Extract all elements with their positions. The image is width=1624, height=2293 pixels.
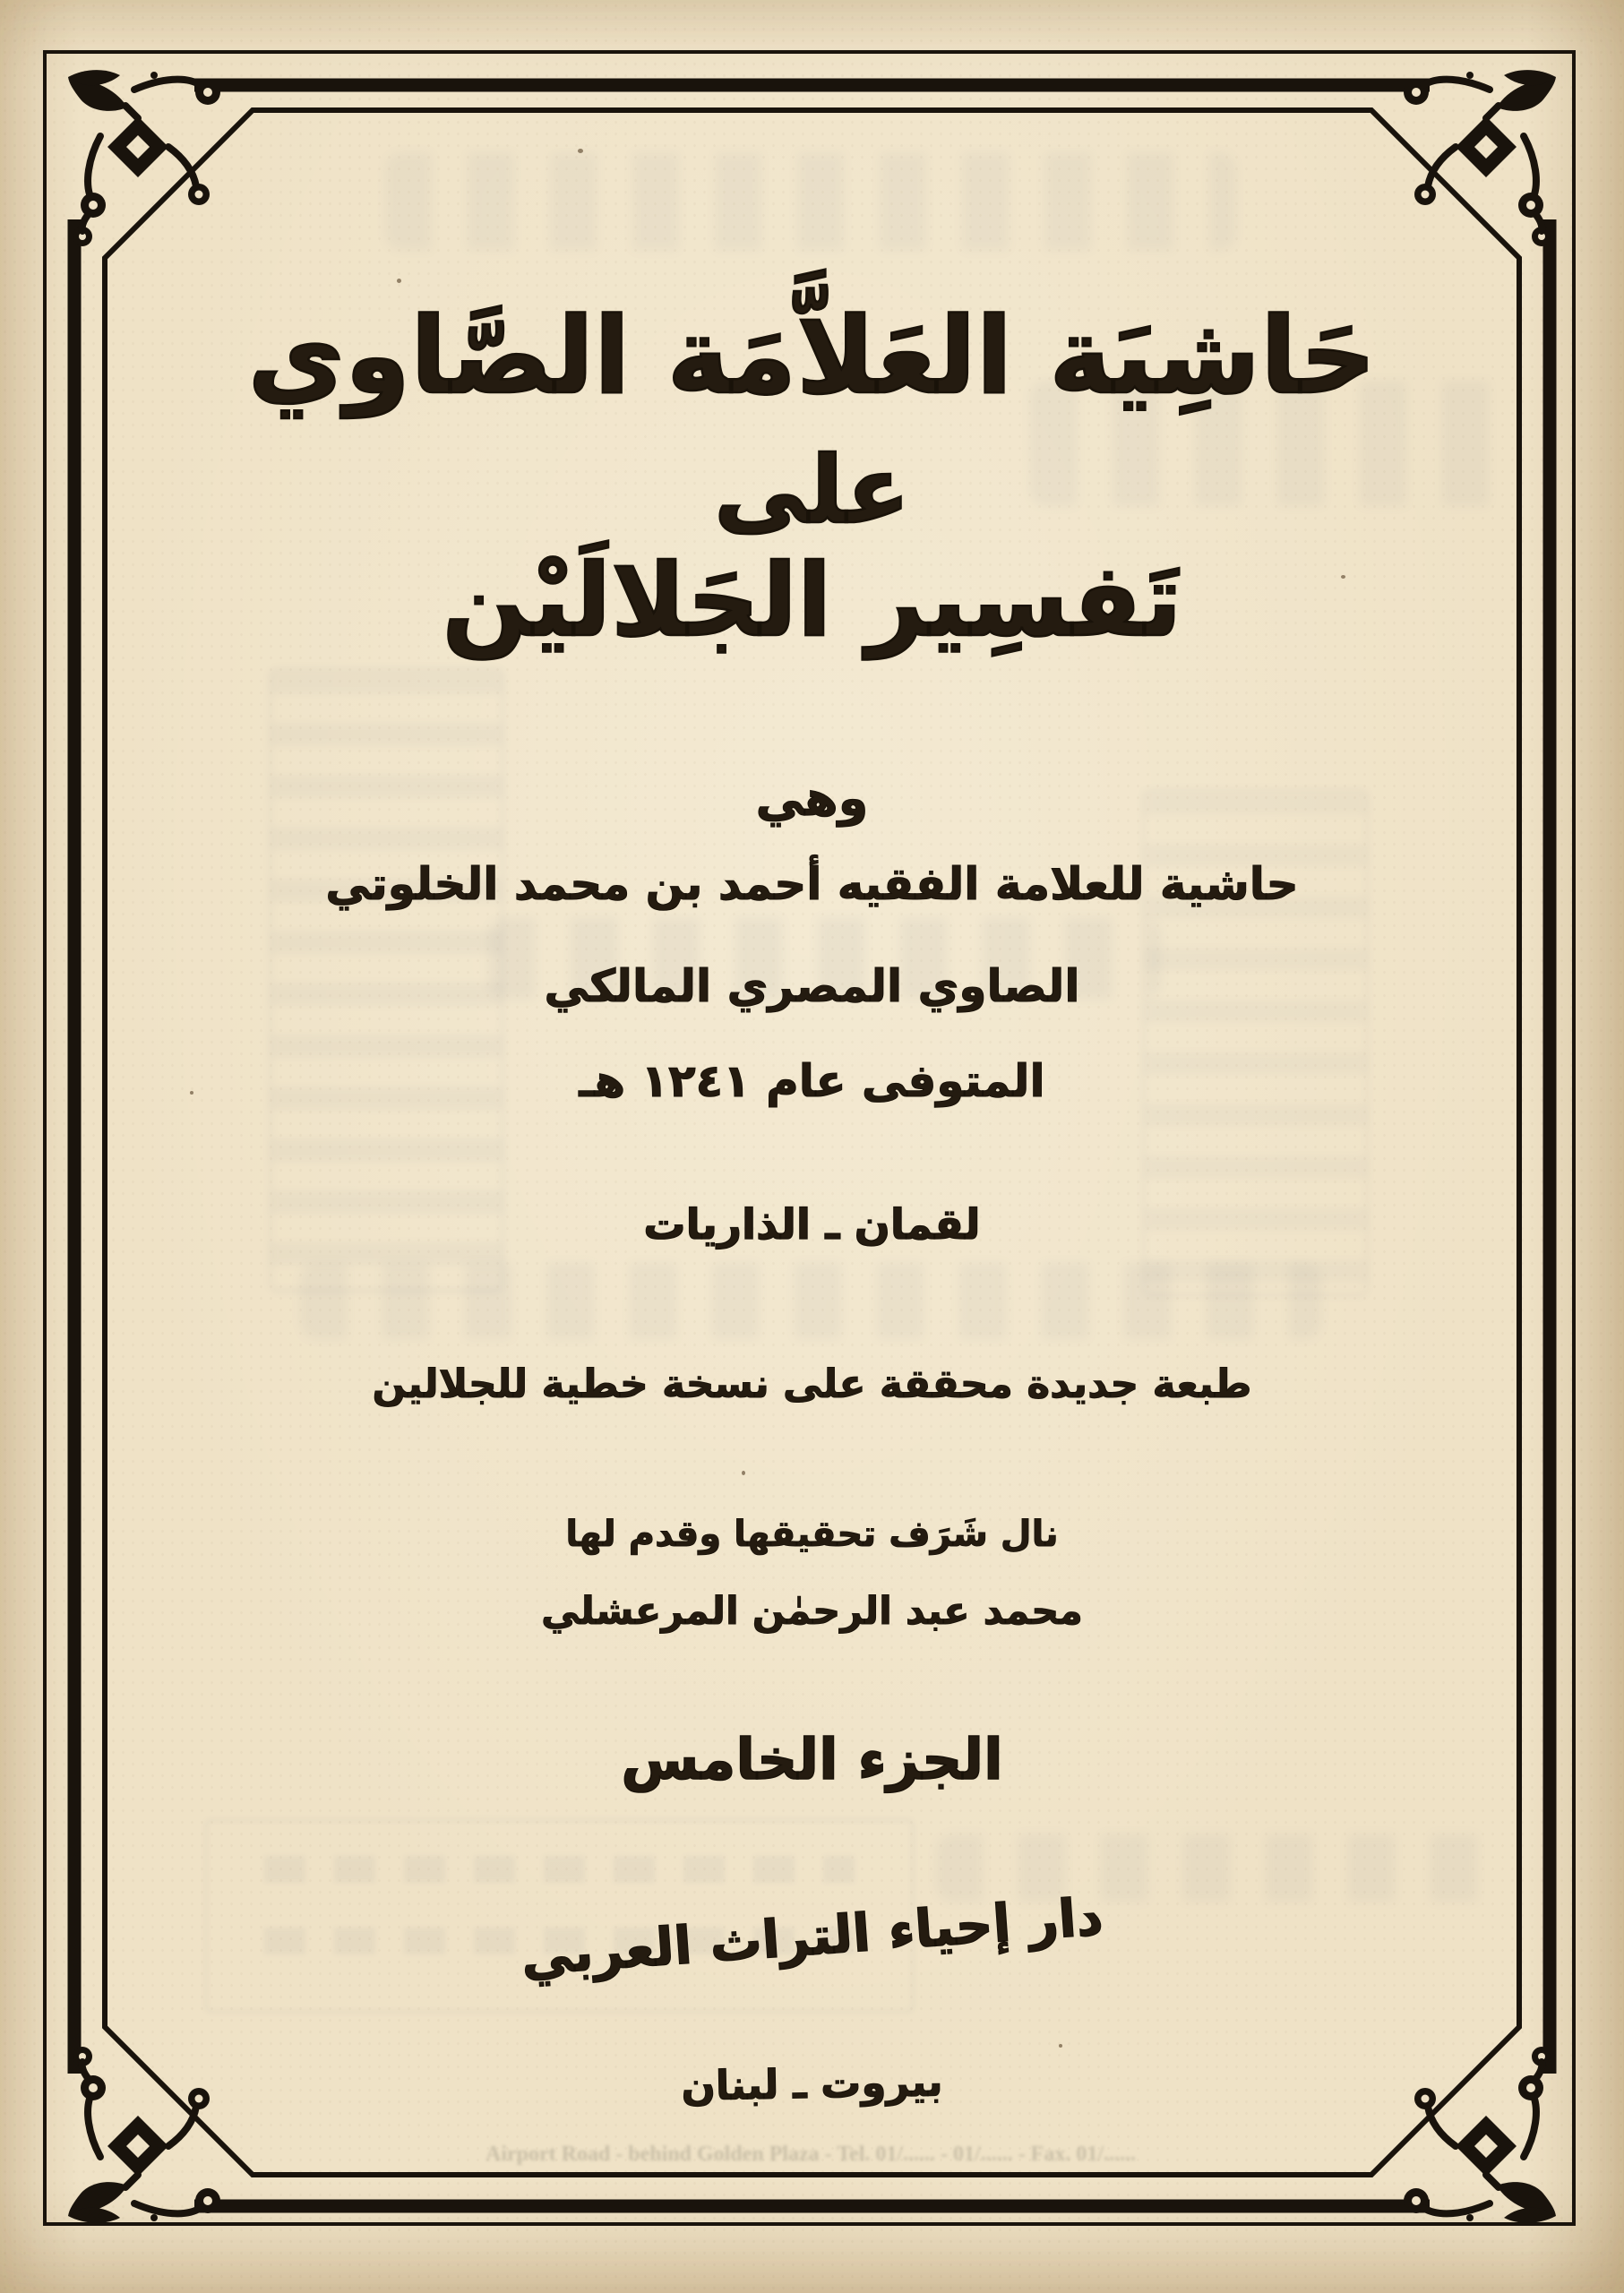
editor-name: محمد عبد الرحمٰن المرعشلي <box>541 1589 1083 1634</box>
edition-note: طبعة جديدة محققة على نسخة خطية للجلالين <box>372 1361 1252 1407</box>
volume-number: الجزء الخامس <box>621 1727 1003 1792</box>
bleed-through-band-middle2 <box>300 1263 1321 1339</box>
bleed-through-address-line: Airport Road - behind Golden Plaza - Tel. 01/...... - 01/...... - Fax. 01/...... <box>485 2143 1137 2166</box>
editor-credit-line: نال شَرَف تحقيقها وقدم لها <box>565 1514 1059 1555</box>
publisher-location: بيروت ـ لبنان <box>680 2057 943 2110</box>
author-death-year: المتوفى عام ١٢٤١ هـ <box>579 1055 1045 1107</box>
paper-speck <box>397 279 401 283</box>
book-title-line1: حَاشِيَة العَلاَّمَة الصَّاوي <box>247 294 1377 417</box>
paper-speck <box>742 1471 745 1475</box>
book-title-line3: تَفسِير الجَلالَيْن <box>442 543 1182 659</box>
author-description-line1: حاشية للعلامة الفقيه أحمد بن محمد الخلوتي <box>325 858 1299 910</box>
publisher-name: دار إحياء التراث العربي <box>519 1885 1105 1988</box>
intro-word: وهي <box>755 770 869 827</box>
author-description-line2: الصاوي المصري المالكي <box>544 960 1080 1012</box>
inner-border-line <box>105 110 1519 2175</box>
book-title-line2: على <box>714 435 910 545</box>
paper-speck <box>578 149 583 153</box>
paper-speck <box>1059 2044 1062 2048</box>
corner-ornament-top-left <box>68 70 220 246</box>
surah-range: لقمان ـ الذاريات <box>643 1200 981 1250</box>
corner-ornament-top-right <box>1404 70 1556 246</box>
bleed-through-band-top <box>385 152 1236 251</box>
